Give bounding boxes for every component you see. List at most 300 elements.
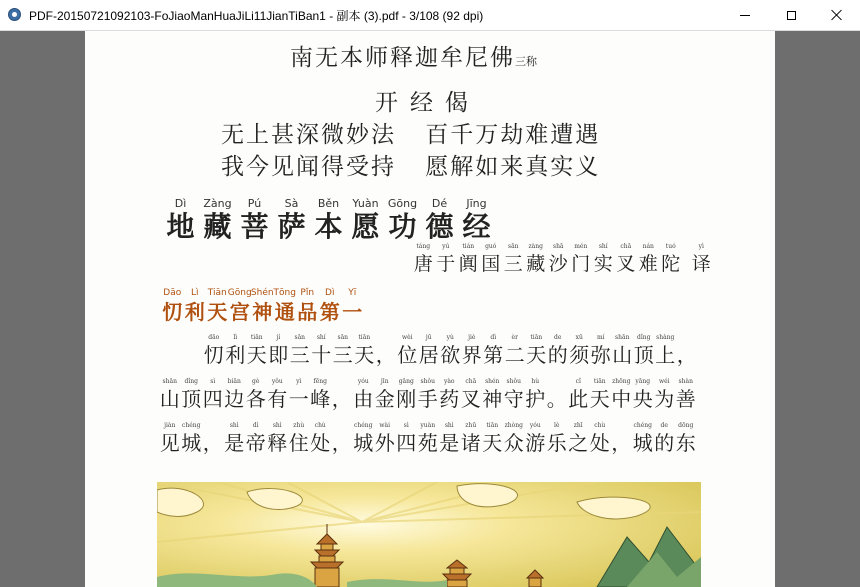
hanzi: 三 [289, 343, 310, 367]
ruby-char [161, 287, 184, 325]
translator-line [412, 242, 713, 276]
ruby-char [412, 242, 435, 276]
pinyin: Yuàn [352, 197, 379, 210]
pinyin: shǒu [420, 378, 435, 385]
ruby-char [525, 242, 548, 276]
ruby-char [632, 421, 654, 455]
ruby-char [655, 333, 677, 367]
hanzi: 一 [288, 387, 309, 411]
hanzi: 位 [397, 343, 418, 367]
hanzi: 天 [526, 343, 547, 367]
hanzi: 为 [654, 387, 675, 411]
hanzi: 天 [354, 343, 375, 367]
ruby-char [396, 421, 418, 455]
hanzi: 的 [547, 343, 568, 367]
pinyin: zàng [528, 243, 543, 250]
hanzi: 十 [311, 343, 332, 367]
pinyin: Dì [325, 288, 335, 298]
hanzi: 顶 [181, 387, 202, 411]
ruby-char [592, 242, 615, 276]
hanzi: 愿 [351, 210, 380, 243]
ruby-char [274, 287, 297, 325]
ruby-char [690, 242, 713, 276]
hanzi: 译 [691, 253, 711, 275]
ruby-char [225, 333, 247, 367]
hanzi: 经 [462, 210, 491, 243]
pinyin: wèi [401, 334, 413, 341]
hanzi: 难 [638, 253, 658, 275]
homage-line [290, 39, 537, 72]
pinyin: mí [596, 334, 605, 341]
pinyin: yóu [529, 422, 541, 429]
pinyin: Dāo [163, 288, 182, 298]
hanzi: 萨 [277, 210, 306, 243]
ruby-char [546, 377, 568, 411]
ruby-char [159, 377, 181, 411]
pinyin: gāng [398, 378, 414, 385]
hanzi: 叉 [616, 253, 636, 275]
pinyin: zhū [465, 422, 477, 429]
hanzi: 一 [342, 300, 363, 324]
pinyin: tiān [250, 334, 263, 341]
ruby-char [374, 421, 396, 455]
ruby-char [224, 377, 246, 411]
ruby-char [159, 421, 181, 455]
hanzi: 之 [568, 431, 589, 455]
hanzi: 国 [481, 253, 501, 275]
ruby-char [568, 421, 590, 455]
pinyin: tiān [486, 422, 499, 429]
pinyin: mén [574, 243, 588, 250]
hanzi: 各 [245, 387, 266, 411]
hanzi: 城 [632, 431, 653, 455]
app-icon [8, 8, 21, 21]
ruby-char [458, 197, 495, 243]
ruby-char [332, 333, 354, 367]
ruby-char [525, 377, 547, 411]
hanzi: 天 [207, 300, 228, 324]
hanzi: 守 [503, 387, 524, 411]
hanzi: 诸 [460, 431, 481, 455]
ruby-char [288, 421, 310, 455]
hanzi: 于 [436, 253, 456, 275]
hanzi: 三 [503, 253, 523, 275]
ruby-char [676, 333, 698, 367]
ruby-char [375, 333, 397, 367]
hanzi: 实 [593, 253, 613, 275]
hanzi: 利 [184, 300, 205, 324]
ruby-char [289, 333, 311, 367]
ruby-char [568, 377, 590, 411]
hanzi: 苑 [417, 431, 438, 455]
ruby-char [181, 421, 203, 455]
ruby-char [482, 421, 504, 455]
pinyin: gè [252, 378, 260, 385]
pinyin: Pú [247, 197, 262, 210]
ruby-char [331, 377, 353, 411]
ruby-char [439, 421, 461, 455]
pinyin: jū [425, 334, 432, 341]
pinyin: Dé [431, 197, 448, 210]
hanzi: 藏 [526, 253, 546, 275]
hanzi: 门 [571, 253, 591, 275]
hanzi: 乐 [546, 431, 567, 455]
hanzi: 菩 [240, 210, 269, 243]
hanzi: 山 [612, 343, 633, 367]
ruby-char [310, 421, 332, 455]
pinyin: zhù [293, 422, 305, 429]
hanzi: 手 [417, 387, 438, 411]
pinyin: Tōng [273, 288, 296, 298]
hanzi: 天 [482, 431, 503, 455]
ruby-char [612, 333, 634, 367]
ruby-char [229, 287, 252, 325]
pinyin: sān [337, 334, 349, 341]
hanzi: 城 [181, 431, 202, 455]
hanzi: 释 [267, 431, 288, 455]
hanzi: 界 [461, 343, 482, 367]
pinyin: nán [642, 243, 654, 250]
gatha-line-2: 我今见闻得受持 愿解如来真实义 [221, 154, 601, 180]
pinyin: lì [233, 334, 238, 341]
hanzi: 第 [483, 343, 504, 367]
ruby-char [660, 242, 683, 276]
hanzi: 第 [319, 300, 340, 324]
pinyin: dāo [208, 334, 220, 341]
ruby-char [460, 377, 482, 411]
pinyin: Yī [348, 288, 357, 298]
hanzi: 二 [504, 343, 525, 367]
ruby-char [633, 333, 655, 367]
pinyin: sān [294, 334, 306, 341]
maximize-button[interactable] [768, 0, 814, 30]
pinyin: èr [511, 334, 518, 341]
ruby-char [341, 287, 364, 325]
hanzi: 唐 [413, 253, 433, 275]
hanzi: 住 [288, 431, 309, 455]
pinyin: jīn [380, 378, 389, 385]
pinyin: jiàn [164, 422, 176, 429]
ruby-char [417, 377, 439, 411]
hanzi: 藏 [203, 210, 232, 243]
ruby-char [224, 421, 246, 455]
ruby-char [397, 333, 419, 367]
ruby-char [236, 197, 273, 243]
hanzi: 东 [675, 431, 696, 455]
ruby-char [331, 421, 353, 455]
pinyin: de [554, 334, 562, 341]
hanzi: 是 [224, 431, 245, 455]
pinyin: wéi [658, 378, 670, 385]
pinyin: shàng [656, 334, 675, 341]
ruby-char [162, 197, 199, 243]
ruby-char [504, 333, 526, 367]
ruby-char [569, 333, 591, 367]
ruby-char [273, 197, 310, 243]
homage-text: 南无本师释迦牟尼佛 [290, 45, 515, 71]
hanzi: 山 [159, 387, 180, 411]
hanzi: 通 [274, 300, 295, 324]
ruby-char [184, 287, 207, 325]
homage-note: 三称 [515, 55, 537, 68]
hanzi: 弥 [590, 343, 611, 367]
pinyin: chù [594, 422, 606, 429]
ruby-char [637, 242, 660, 276]
pinyin: biān [227, 378, 241, 385]
ruby-char [319, 287, 342, 325]
ruby-char [202, 377, 224, 411]
hanzi: 顶 [633, 343, 654, 367]
ruby-char [311, 333, 333, 367]
hanzi: 刚 [396, 387, 417, 411]
hanzi: 由 [353, 387, 374, 411]
pinyin: zhī [573, 422, 583, 429]
hanzi: 外 [374, 431, 395, 455]
ruby-char [589, 421, 611, 455]
pinyin: Gōng [387, 197, 418, 210]
ruby-char [482, 377, 504, 411]
hanzi: 功 [388, 210, 417, 243]
ruby-char [354, 333, 376, 367]
body-line-1 [203, 333, 698, 367]
hanzi: ， [202, 431, 223, 455]
hanzi: ， [375, 343, 396, 367]
pinyin: shí [598, 243, 608, 250]
hanzi: 金 [374, 387, 395, 411]
hanzi: ， [611, 431, 632, 455]
ruby-char [483, 333, 505, 367]
ruby-char [461, 333, 483, 367]
pinyin: zhòng [504, 422, 523, 429]
ruby-char [181, 377, 203, 411]
pinyin: cǐ [575, 378, 581, 385]
pinyin: dì [490, 334, 497, 341]
ruby-char [502, 242, 525, 276]
pinyin: yù [446, 334, 454, 341]
pinyin: chéng [354, 422, 373, 429]
pinyin: shì [444, 422, 454, 429]
hanzi: 本 [314, 210, 343, 243]
sutra-title [162, 197, 495, 243]
ruby-char [267, 377, 289, 411]
hanzi: 央 [632, 387, 653, 411]
hanzi: 品 [297, 300, 318, 324]
pinyin: yì [296, 378, 302, 385]
ruby-char [246, 333, 268, 367]
pinyin: shǒu [506, 378, 521, 385]
ruby-char [570, 242, 593, 276]
hanzi: 忉 [203, 343, 224, 367]
hanzi: 此 [568, 387, 589, 411]
ruby-char [547, 242, 570, 276]
pinyin: tián [462, 243, 475, 250]
hanzi: 处 [310, 431, 331, 455]
hanzi: 须 [569, 343, 590, 367]
hanzi: 阗 [458, 253, 478, 275]
ruby-char [590, 333, 612, 367]
hanzi: 叉 [460, 387, 481, 411]
ruby-char [615, 242, 638, 276]
pinyin: Zàng [203, 197, 232, 210]
minimize-icon [740, 15, 750, 16]
pinyin: yāng [635, 378, 651, 385]
pinyin: yǒu [271, 378, 283, 385]
hanzi: 四 [396, 431, 417, 455]
hanzi: 是 [439, 431, 460, 455]
ruby-char [440, 333, 462, 367]
pinyin: tiān [593, 378, 606, 385]
hanzi: 药 [439, 387, 460, 411]
ruby-char [503, 377, 525, 411]
ruby-char [547, 333, 569, 367]
ruby-char [526, 333, 548, 367]
pinyin: chéng [182, 422, 201, 429]
hanzi: 护 [525, 387, 546, 411]
pinyin: shì [272, 422, 282, 429]
ruby-char [206, 287, 229, 325]
hanzi: 宫 [229, 300, 250, 324]
ruby-char [203, 333, 225, 367]
ruby-char [418, 333, 440, 367]
ruby-char [268, 333, 290, 367]
pinyin: Shén [250, 288, 274, 298]
close-button[interactable] [814, 0, 860, 30]
hanzi: 神 [482, 387, 503, 411]
pinyin: yào [443, 378, 455, 385]
pinyin: Dì [174, 197, 187, 210]
ruby-char [503, 421, 525, 455]
hanzi: 处 [589, 431, 610, 455]
ruby-char [310, 377, 332, 411]
chapter-title [161, 287, 364, 325]
pinyin: dǐng [637, 334, 651, 341]
ruby-char [439, 377, 461, 411]
ruby-char [654, 421, 676, 455]
pinyin: chù [314, 422, 326, 429]
pinyin: yuàn [420, 422, 436, 429]
pinyin: dǐng [184, 378, 198, 385]
maximize-icon [787, 11, 796, 20]
hanzi: 三 [332, 343, 353, 367]
hanzi: 德 [425, 210, 454, 243]
ruby-char [546, 421, 568, 455]
hanzi: 。 [546, 387, 567, 411]
hanzi: 地 [166, 210, 195, 243]
pinyin: Gōng [227, 288, 252, 298]
ruby-char [347, 197, 384, 243]
pinyin: fēng [313, 378, 327, 385]
ruby-char [460, 421, 482, 455]
ruby-char [384, 197, 421, 243]
document-viewer[interactable] [1, 31, 859, 587]
pinyin: yì [698, 243, 704, 250]
ruby-char [457, 242, 480, 276]
hanzi: 峰 [310, 387, 331, 411]
ruby-char [435, 242, 458, 276]
ruby-char [654, 377, 676, 411]
pinyin: Běn [317, 197, 340, 210]
ruby-char [417, 421, 439, 455]
ruby-char [353, 421, 375, 455]
ruby-char [525, 421, 547, 455]
hanzi: ， [331, 387, 352, 411]
pinyin: shén [485, 378, 500, 385]
pinyin: tuó [665, 243, 676, 250]
ruby-char [310, 197, 347, 243]
pinyin: jiè [468, 334, 476, 341]
pinyin: xū [575, 334, 583, 341]
hanzi: 众 [503, 431, 524, 455]
title-bar [0, 0, 860, 31]
ruby-char [251, 287, 274, 325]
body-line-2 [159, 377, 697, 411]
pinyin: dōng [678, 422, 694, 429]
pinyin: shā [552, 243, 564, 250]
pinyin: shān [162, 378, 177, 385]
ruby-char [675, 421, 697, 455]
hanzi: 利 [225, 343, 246, 367]
pinyin: shí [316, 334, 326, 341]
pinyin: yú [442, 243, 450, 250]
hanzi: 游 [525, 431, 546, 455]
pdf-page [85, 31, 775, 587]
heavenly-palace-illustration [157, 482, 701, 587]
pinyin: shàn [678, 378, 693, 385]
gatha-title: 开经偈 [375, 90, 480, 116]
hanzi: 陀 [661, 253, 681, 275]
pinyin: dì [252, 422, 259, 429]
ruby-char [245, 421, 267, 455]
ruby-char [421, 197, 458, 243]
pinyin: yóu [357, 378, 369, 385]
pinyin: sì [210, 378, 216, 385]
hanzi: 善 [675, 387, 696, 411]
ruby-char [288, 377, 310, 411]
hanzi: 中 [611, 387, 632, 411]
hanzi: ， [331, 431, 352, 455]
pinyin: shì [229, 422, 239, 429]
minimize-button[interactable] [722, 0, 768, 30]
hanzi: 神 [252, 300, 273, 324]
pinyin: Sà [284, 197, 299, 210]
gatha-line-1: 无上甚深微妙法 百千万劫难遭遇 [221, 122, 601, 148]
pinyin: zhōng [612, 378, 631, 385]
pinyin: guó [485, 243, 497, 250]
hanzi: 帝 [245, 431, 266, 455]
ruby-char [611, 421, 633, 455]
pinyin: chéng [633, 422, 652, 429]
ruby-char [296, 287, 319, 325]
ruby-char [632, 377, 654, 411]
ruby-gap [682, 242, 690, 276]
pinyin: Tiān [207, 288, 227, 298]
hanzi: 欲 [440, 343, 461, 367]
ruby-char [202, 421, 224, 455]
hanzi: 边 [224, 387, 245, 411]
pinyin: jí [276, 334, 281, 341]
ruby-char [675, 377, 697, 411]
hanzi: 忉 [162, 300, 183, 324]
hanzi: 即 [268, 343, 289, 367]
hanzi: 居 [418, 343, 439, 367]
hanzi: 四 [202, 387, 223, 411]
ruby-char [589, 377, 611, 411]
hanzi: 天 [246, 343, 267, 367]
ruby-char [480, 242, 503, 276]
hanzi: 沙 [548, 253, 568, 275]
ruby-char [267, 421, 289, 455]
pinyin: chā [465, 378, 477, 385]
